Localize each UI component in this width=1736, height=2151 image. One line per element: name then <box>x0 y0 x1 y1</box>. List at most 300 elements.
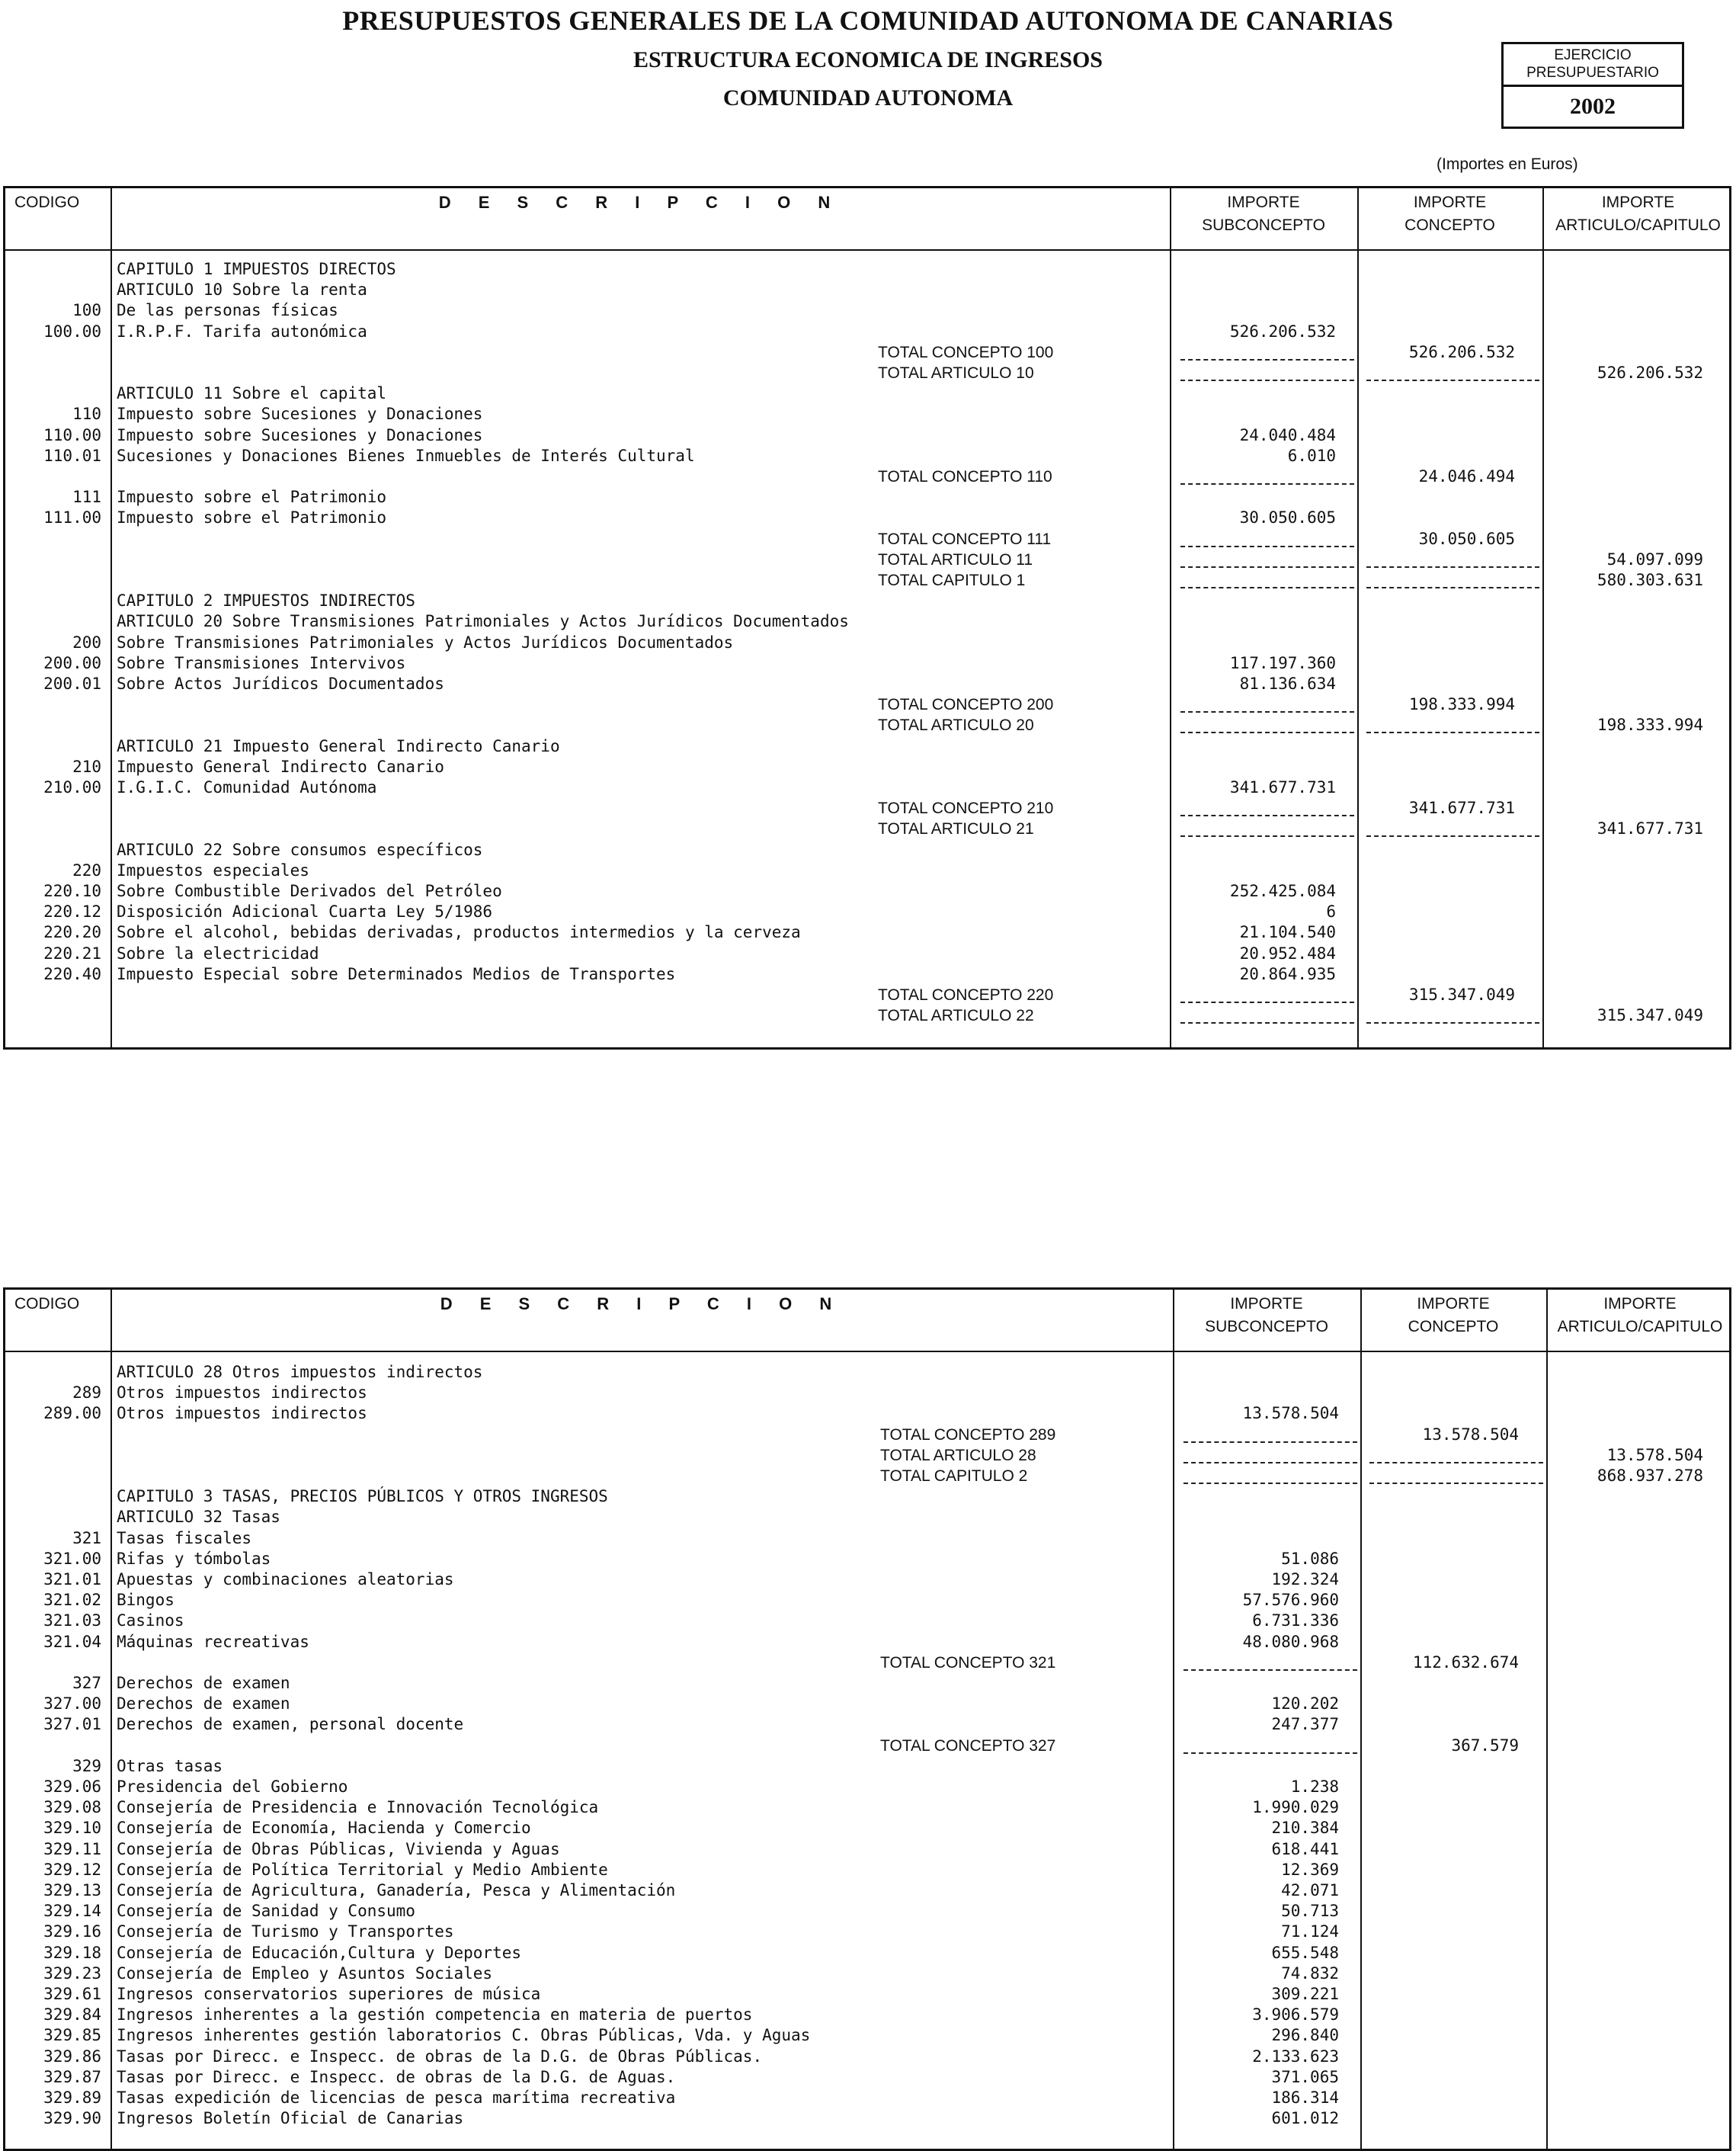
row-description: ARTICULO 28 Otros impuestos indirectos <box>117 1363 483 1381</box>
total-row <box>5 1653 1729 1673</box>
row-description: Derechos de examen <box>117 1674 290 1692</box>
row-code: 329.84 <box>43 2005 101 2024</box>
subconcepto-amount: 74.832 <box>1281 1963 1339 1983</box>
dashed-rule <box>1180 815 1354 816</box>
total-label: TOTAL CONCEPTO 100 <box>878 343 1054 361</box>
table-row <box>5 1984 1729 2005</box>
table-row <box>5 508 1729 528</box>
articulo-amount: 54.097.099 <box>1606 550 1703 569</box>
row-description: Casinos <box>117 1611 184 1630</box>
total-row <box>5 529 1729 550</box>
concepto-amount: 367.579 <box>1451 1736 1519 1755</box>
row-code: 220.20 <box>43 923 101 942</box>
col-header-descripcion <box>111 1293 1173 1316</box>
table-row <box>5 1756 1729 1777</box>
total-label: TOTAL CONCEPTO 220 <box>878 986 1054 1004</box>
fiscal-year-label-2: PRESUPUESTARIO <box>1526 65 1659 81</box>
row-code: 329.85 <box>43 2026 101 2045</box>
dashed-rule <box>1180 835 1354 837</box>
table-row <box>5 653 1729 674</box>
row-description: CAPITULO 3 TASAS, PRECIOS PÚBLICOS Y OTROS INGRESOS <box>117 1487 608 1506</box>
total-label: TOTAL CONCEPTO 111 <box>878 530 1052 548</box>
table-row <box>5 1528 1729 1549</box>
col-header-text: CONCEPTO <box>1408 1318 1499 1335</box>
col-header-articulo <box>1542 191 1734 237</box>
row-description: Sobre la electricidad <box>117 944 319 963</box>
row-code: 200.00 <box>43 653 101 672</box>
subconcepto-amount: 1.990.029 <box>1252 1798 1339 1817</box>
currency-note: (Importes en Euros) <box>1437 155 1578 173</box>
dashed-rule <box>1366 732 1539 733</box>
row-description: Sucesiones y Donaciones Bienes Inmuebles de Interés Cultural <box>117 446 695 465</box>
table-row <box>5 1839 1729 1860</box>
concepto-amount: 30.050.605 <box>1418 529 1515 548</box>
total-row <box>5 694 1729 715</box>
table-row <box>5 674 1729 694</box>
col-header-text: IMPORTE <box>1601 194 1675 211</box>
table-row <box>5 777 1729 798</box>
articulo-amount: 868.937.278 <box>1597 1467 1703 1485</box>
articulo-amount: 580.303.631 <box>1597 571 1703 589</box>
row-description: Impuesto General Indirecto Canario <box>117 757 444 776</box>
subconcepto-amount: 42.071 <box>1281 1881 1339 1899</box>
row-code: 220.21 <box>43 944 101 963</box>
col-header-descripcion <box>111 191 1170 214</box>
subconcepto-amount: 601.012 <box>1271 2109 1339 2128</box>
concepto-amount: 24.046.494 <box>1418 467 1515 486</box>
table-row <box>5 2088 1729 2108</box>
row-description: Presidencia del Gobierno <box>117 1778 348 1796</box>
table-row <box>5 1673 1729 1694</box>
dashed-rule <box>1183 1483 1357 1484</box>
row-description: Consejería de Obras Públicas, Vivienda y Aguas <box>117 1839 560 1858</box>
dashed-rule <box>1366 566 1539 568</box>
total-row <box>5 1445 1729 1466</box>
row-code: 110.00 <box>43 425 101 444</box>
table-row <box>5 1694 1729 1714</box>
subconcepto-amount: 71.124 <box>1281 1922 1339 1941</box>
subconcepto-amount: 2.133.623 <box>1252 2047 1339 2066</box>
table-row <box>5 2108 1729 2129</box>
subconcepto-amount: 526.206.532 <box>1229 322 1336 341</box>
row-description: Consejería de Agricultura, Ganadería, Pesca y Alimentación <box>117 1881 676 1899</box>
articulo-amount: 526.206.532 <box>1597 364 1703 382</box>
table-row <box>5 1362 1729 1383</box>
row-code: 220.40 <box>43 964 101 983</box>
articulo-amount: 198.333.994 <box>1597 716 1703 735</box>
total-row <box>5 570 1729 591</box>
row-code: 200.01 <box>43 675 101 693</box>
col-header-codigo <box>5 1293 120 1316</box>
row-description: Consejería de Turismo y Transportes <box>117 1922 454 1941</box>
table-row <box>5 1403 1729 1424</box>
row-description: ARTICULO 20 Sobre Transmisiones Patrimoniales y Actos Jurídicos Documentados <box>117 612 849 631</box>
report-title: PRESUPUESTOS GENERALES DE LA COMUNIDAD AUTONOMA DE CANARIAS <box>342 5 1394 36</box>
row-description: ARTICULO 32 Tasas <box>117 1508 280 1527</box>
subconcepto-amount: 13.578.504 <box>1242 1404 1339 1423</box>
articulo-amount: 315.347.049 <box>1597 1006 1703 1025</box>
table-row <box>5 591 1729 611</box>
table-row <box>5 922 1729 943</box>
row-code: 327.01 <box>43 1715 101 1734</box>
row-code: 210 <box>72 757 101 776</box>
table-row <box>5 964 1729 985</box>
table-row <box>5 1818 1729 1838</box>
budget-table-1 <box>3 186 1731 1050</box>
row-code: 329.08 <box>43 1798 101 1817</box>
row-description: Tasas por Direcc. e Inspecc. de obras de la D.G. de Obras Públicas. <box>117 2047 763 2066</box>
concepto-amount: 13.578.504 <box>1422 1425 1519 1444</box>
row-code: 220 <box>72 861 101 880</box>
row-code: 329.18 <box>43 1943 101 1962</box>
row-description: Impuesto sobre el Patrimonio <box>117 488 387 507</box>
col-header-text: SUBCONCEPTO <box>1205 1318 1328 1335</box>
row-description: ARTICULO 10 Sobre la renta <box>117 280 367 300</box>
concepto-amount: 112.632.674 <box>1412 1653 1519 1672</box>
total-row <box>5 1736 1729 1756</box>
row-description: Sobre Transmisiones Intervivos <box>117 653 406 672</box>
row-description: Impuestos especiales <box>117 861 309 880</box>
dashed-rule <box>1183 1441 1357 1443</box>
table-row <box>5 2025 1729 2046</box>
subconcepto-amount: 20.952.484 <box>1239 944 1336 963</box>
col-header-text: IMPORTE <box>1230 1295 1303 1313</box>
table-row <box>5 736 1729 757</box>
total-label: TOTAL CONCEPTO 327 <box>880 1736 1056 1755</box>
col-header-text: D E S C R I P C I O N <box>438 193 842 212</box>
subconcepto-amount: 6.731.336 <box>1252 1611 1339 1630</box>
total-row <box>5 715 1729 736</box>
row-description: De las personas físicas <box>117 301 338 320</box>
row-description: Impuesto sobre Sucesiones y Donaciones <box>117 405 483 424</box>
total-row <box>5 342 1729 363</box>
report-subtitle: ESTRUCTURA ECONOMICA DE INGRESOS <box>633 47 1103 72</box>
table-row <box>5 2067 1729 2088</box>
dashed-rule <box>1369 1483 1543 1484</box>
table-row <box>5 2005 1729 2025</box>
row-code: 100.00 <box>43 322 101 341</box>
row-code: 200 <box>72 633 101 652</box>
table-row <box>5 280 1729 300</box>
table-row <box>5 487 1729 508</box>
row-code: 110.01 <box>43 446 101 465</box>
row-code: 329.10 <box>43 1819 101 1838</box>
concepto-amount: 198.333.994 <box>1408 695 1515 714</box>
col-header-text: ARTICULO/CAPITULO <box>1555 216 1721 234</box>
row-code: 321.03 <box>43 1611 101 1630</box>
total-label: TOTAL ARTICULO 10 <box>878 364 1034 382</box>
col-header-text: CONCEPTO <box>1404 216 1495 234</box>
row-description: Ingresos conservatorios superiores de música <box>117 1985 541 2003</box>
articulo-amount: 13.578.504 <box>1606 1445 1703 1464</box>
total-label: TOTAL CONCEPTO 289 <box>880 1425 1056 1444</box>
budget-table-2 <box>3 1287 1731 2151</box>
subconcepto-amount: 50.713 <box>1281 1902 1339 1921</box>
row-code: 329.16 <box>43 1922 101 1941</box>
col-header-codigo <box>5 191 120 214</box>
table-row <box>5 757 1729 777</box>
row-code: 329 <box>72 1756 101 1775</box>
dashed-rule <box>1369 1462 1543 1463</box>
row-description: Máquinas recreativas <box>117 1632 309 1651</box>
row-code: 220.12 <box>43 902 101 922</box>
row-code: 321.00 <box>43 1549 101 1568</box>
subconcepto-amount: 655.548 <box>1271 1943 1339 1962</box>
table-row <box>5 446 1729 466</box>
row-description: CAPITULO 1 IMPUESTOS DIRECTOS <box>117 260 396 278</box>
row-description: Tasas fiscales <box>117 1528 252 1547</box>
subconcepto-amount: 6.010 <box>1287 446 1336 465</box>
table-row <box>5 1549 1729 1569</box>
table-row <box>5 1777 1729 1797</box>
row-code: 329.87 <box>43 2067 101 2086</box>
row-code: 289 <box>72 1383 101 1402</box>
col-header-subconcepto <box>1170 191 1357 237</box>
row-code: 329.89 <box>43 2088 101 2107</box>
row-code: 327 <box>72 1674 101 1692</box>
row-description: Sobre Transmisiones Patrimoniales y Actos Jurídicos Documentados <box>117 633 734 652</box>
dashed-rule <box>1180 566 1354 568</box>
table-row <box>5 1486 1729 1507</box>
table-row <box>5 259 1729 280</box>
table-row <box>5 322 1729 342</box>
row-description: Consejería de Sanidad y Consumo <box>117 1902 415 1921</box>
total-label: TOTAL CAPITULO 2 <box>880 1467 1028 1485</box>
row-code: 329.86 <box>43 2047 101 2066</box>
subconcepto-amount: 120.202 <box>1271 1694 1339 1713</box>
row-description: Sobre el alcohol, bebidas derivadas, productos intermedios y la cerveza <box>117 923 801 942</box>
row-description: Tasas expedición de licencias de pesca marítima recreativa <box>117 2088 676 2107</box>
col-header-text: CODIGO <box>14 1295 80 1313</box>
subconcepto-amount: 24.040.484 <box>1239 425 1336 444</box>
col-header-text: IMPORTE <box>1417 1295 1490 1313</box>
fiscal-year-box <box>1501 42 1684 129</box>
table-row <box>5 1901 1729 1922</box>
subconcepto-amount: 371.065 <box>1271 2067 1339 2086</box>
table-row <box>5 1963 1729 1984</box>
table-row <box>5 1507 1729 1527</box>
row-description: Rifas y tómbolas <box>117 1549 271 1568</box>
total-label: TOTAL CONCEPTO 210 <box>878 800 1054 818</box>
row-description: Apuestas y combinaciones aleatorias <box>117 1570 454 1588</box>
table-row <box>5 1611 1729 1631</box>
total-label: TOTAL ARTICULO 28 <box>880 1446 1036 1464</box>
dashed-rule <box>1180 1002 1354 1003</box>
row-description: I.R.P.F. Tarifa autonómica <box>117 322 367 341</box>
table-row <box>5 1797 1729 1818</box>
subconcepto-amount: 1.238 <box>1290 1778 1339 1796</box>
col-header-concepto <box>1357 191 1542 237</box>
total-row <box>5 798 1729 819</box>
row-description: Sobre Combustible Derivados del Petróleo <box>117 882 502 900</box>
row-code: 220.10 <box>43 882 101 900</box>
row-code: 327.00 <box>43 1694 101 1713</box>
subconcepto-amount: 3.906.579 <box>1252 2005 1339 2024</box>
table-row <box>5 902 1729 922</box>
row-code: 100 <box>72 301 101 320</box>
dashed-rule <box>1183 1462 1357 1463</box>
total-label: TOTAL ARTICULO 21 <box>878 820 1034 838</box>
table-row <box>5 881 1729 902</box>
subconcepto-amount: 296.840 <box>1271 2026 1339 2045</box>
subconcepto-amount: 30.050.605 <box>1239 508 1336 527</box>
row-code: 111.00 <box>43 508 101 527</box>
total-row <box>5 363 1729 383</box>
total-label: TOTAL ARTICULO 11 <box>878 550 1033 569</box>
row-code: 329.06 <box>43 1778 101 1796</box>
table-row <box>5 300 1729 321</box>
dashed-rule <box>1183 1752 1357 1754</box>
row-description: CAPITULO 2 IMPUESTOS INDIRECTOS <box>117 591 415 611</box>
subconcepto-amount: 186.314 <box>1271 2088 1339 2107</box>
subconcepto-amount: 210.384 <box>1271 1819 1339 1838</box>
row-code: 329.13 <box>43 1881 101 1899</box>
row-code: 329.11 <box>43 1839 101 1858</box>
concepto-amount: 315.347.049 <box>1408 986 1515 1004</box>
row-description: Consejería de Educación,Cultura y Deportes <box>117 1943 522 1962</box>
row-description: Impuesto Especial sobre Determinados Medios de Transportes <box>117 964 676 983</box>
subconcepto-amount: 51.086 <box>1281 1549 1339 1568</box>
table-row <box>5 1569 1729 1590</box>
articulo-amount: 341.677.731 <box>1597 819 1703 838</box>
table-row <box>5 2047 1729 2067</box>
subconcepto-amount: 81.136.634 <box>1239 675 1336 693</box>
dashed-rule <box>1180 711 1354 713</box>
col-header-text: D E S C R I P C I O N <box>440 1294 844 1313</box>
col-header-text: CODIGO <box>14 194 80 211</box>
subconcepto-amount: 247.377 <box>1271 1715 1339 1734</box>
row-description: Consejería de Empleo y Asuntos Sociales <box>117 1963 493 1983</box>
row-code: 289.00 <box>43 1404 101 1423</box>
table-row <box>5 1880 1729 1901</box>
row-description: Ingresos Boletín Oficial de Canarias <box>117 2109 464 2128</box>
row-description: Impuesto sobre el Patrimonio <box>117 508 387 527</box>
total-row <box>5 550 1729 570</box>
total-row <box>5 1005 1729 1026</box>
row-description: Bingos <box>117 1591 175 1610</box>
table-row <box>5 1590 1729 1611</box>
fiscal-year-value: 2002 <box>1570 94 1616 119</box>
row-description: Disposición Adicional Cuarta Ley 5/1986 <box>117 902 493 922</box>
table-row <box>5 1632 1729 1653</box>
header-separator <box>5 1351 1729 1352</box>
dashed-rule <box>1366 587 1539 588</box>
row-code: 321 <box>72 1528 101 1547</box>
table-row <box>5 840 1729 861</box>
row-description: Otras tasas <box>117 1756 223 1775</box>
col-header-text: IMPORTE <box>1603 1295 1677 1313</box>
row-description: Consejería de Presidencia e Innovación Tecnológica <box>117 1798 599 1817</box>
row-description: Ingresos inherentes a la gestión competencia en materia de puertos <box>117 2005 753 2024</box>
row-description: Consejería de Economía, Hacienda y Comercio <box>117 1819 531 1838</box>
total-row <box>5 819 1729 839</box>
col-header-articulo <box>1546 1293 1734 1338</box>
row-description: Derechos de examen <box>117 1694 290 1713</box>
subconcepto-amount: 57.576.960 <box>1242 1591 1339 1610</box>
table-row <box>5 861 1729 881</box>
row-code: 210.00 <box>43 778 101 797</box>
row-code: 329.14 <box>43 1902 101 1921</box>
dashed-rule <box>1366 380 1539 381</box>
col-header-text: IMPORTE <box>1413 194 1487 211</box>
subconcepto-amount: 618.441 <box>1271 1839 1339 1858</box>
total-row <box>5 466 1729 487</box>
total-row <box>5 985 1729 1005</box>
total-label: TOTAL CONCEPTO 200 <box>878 696 1054 714</box>
row-code: 111 <box>72 488 101 507</box>
total-row <box>5 1466 1729 1486</box>
row-code: 110 <box>72 405 101 424</box>
table-row <box>5 1383 1729 1403</box>
row-description: ARTICULO 22 Sobre consumos específicos <box>117 840 483 859</box>
row-description: Tasas por Direcc. e Inspecc. de obras de la D.G. de Aguas. <box>117 2067 676 2086</box>
dashed-rule <box>1180 732 1354 733</box>
header-separator <box>5 249 1729 251</box>
total-label: TOTAL ARTICULO 20 <box>878 716 1034 735</box>
subconcepto-amount: 6 <box>1326 902 1336 922</box>
dashed-rule <box>1180 1022 1354 1024</box>
report-entity: COMUNIDAD AUTONOMA <box>722 85 1014 111</box>
row-description: Otros impuestos indirectos <box>117 1404 367 1423</box>
total-label: TOTAL CONCEPTO 110 <box>878 468 1052 486</box>
table-row <box>5 611 1729 632</box>
table-row <box>5 404 1729 425</box>
table-row <box>5 1714 1729 1735</box>
col-header-text: SUBCONCEPTO <box>1202 216 1325 234</box>
row-code: 321.01 <box>43 1570 101 1588</box>
dashed-rule <box>1180 546 1354 547</box>
subconcepto-amount: 21.104.540 <box>1239 923 1336 942</box>
total-label: TOTAL CAPITULO 1 <box>878 572 1026 589</box>
table-row <box>5 1943 1729 1963</box>
table-row <box>5 1860 1729 1880</box>
subconcepto-amount: 341.677.731 <box>1229 778 1336 797</box>
table-row <box>5 944 1729 964</box>
total-row <box>5 1425 1729 1445</box>
row-code: 329.90 <box>43 2109 101 2128</box>
row-description: Consejería de Política Territorial y Medio Ambiente <box>117 1860 608 1879</box>
row-description: I.G.I.C. Comunidad Autónoma <box>117 778 377 797</box>
row-description: ARTICULO 21 Impuesto General Indirecto Canario <box>117 736 560 755</box>
concepto-amount: 526.206.532 <box>1408 342 1515 361</box>
subconcepto-amount: 252.425.084 <box>1229 882 1336 900</box>
total-label: TOTAL ARTICULO 22 <box>878 1007 1034 1025</box>
dashed-rule <box>1180 359 1354 361</box>
table-row <box>5 383 1729 404</box>
row-description: Sobre Actos Jurídicos Documentados <box>117 675 444 693</box>
dashed-rule <box>1180 587 1354 588</box>
table-row <box>5 1922 1729 1942</box>
row-description: Derechos de examen, personal docente <box>117 1715 464 1734</box>
row-description: Otros impuestos indirectos <box>117 1383 367 1402</box>
row-description: Impuesto sobre Sucesiones y Donaciones <box>117 425 483 444</box>
subconcepto-amount: 309.221 <box>1271 1985 1339 2003</box>
row-code: 329.12 <box>43 1860 101 1879</box>
table-row <box>5 425 1729 446</box>
dashed-rule <box>1366 1022 1539 1024</box>
dashed-rule <box>1180 483 1354 485</box>
row-code: 321.04 <box>43 1632 101 1651</box>
col-header-concepto <box>1360 1293 1546 1338</box>
subconcepto-amount: 192.324 <box>1271 1570 1339 1588</box>
concepto-amount: 341.677.731 <box>1408 799 1515 818</box>
row-code: 329.61 <box>43 1985 101 2003</box>
col-header-text: IMPORTE <box>1227 194 1300 211</box>
row-code: 329.23 <box>43 1963 101 1983</box>
row-code: 321.02 <box>43 1591 101 1610</box>
dashed-rule <box>1180 380 1354 381</box>
dashed-rule <box>1183 1669 1357 1671</box>
